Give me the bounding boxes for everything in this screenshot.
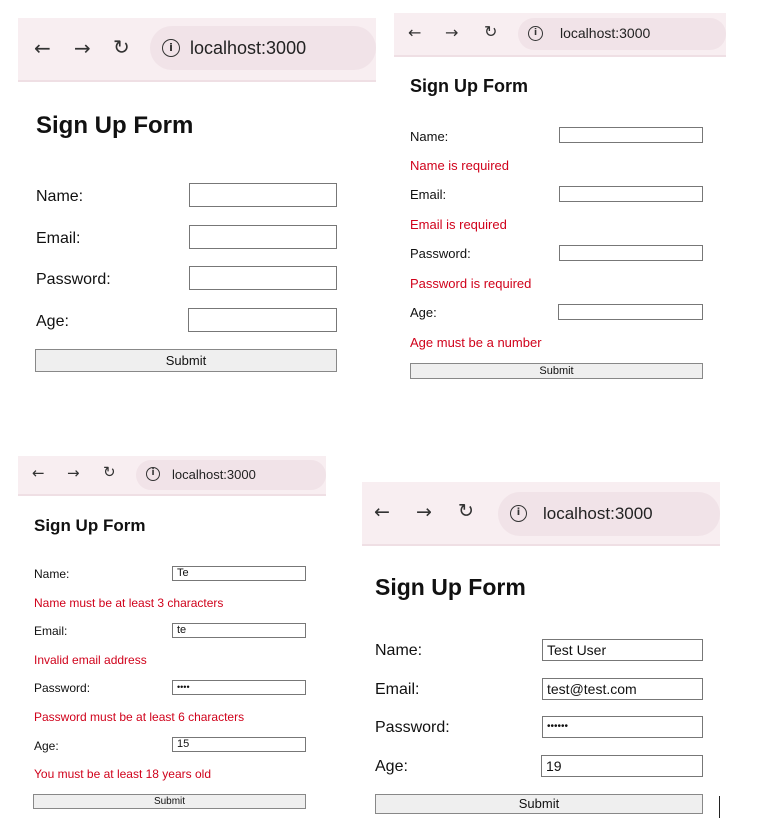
email-input[interactable]: te: [172, 623, 306, 638]
site-info-icon[interactable]: i: [146, 467, 160, 481]
age-label: Age:: [375, 758, 408, 775]
form-title: Sign Up Form: [34, 516, 146, 535]
password-error: Password is required: [410, 276, 532, 291]
site-info-icon[interactable]: i: [510, 505, 527, 522]
submit-button[interactable]: Submit: [35, 349, 337, 372]
name-label: Name:: [410, 129, 449, 144]
forward-arrow-icon[interactable]: →: [67, 464, 80, 482]
password-input[interactable]: ••••••: [542, 716, 703, 738]
browser-toolbar: [18, 18, 376, 82]
email-input[interactable]: [559, 186, 703, 202]
form-panel-empty: [18, 18, 376, 393]
password-label: Password:: [410, 246, 471, 261]
reload-icon[interactable]: ↻: [484, 22, 498, 41]
forward-arrow-icon[interactable]: →: [74, 36, 91, 60]
url-text: localhost:3000: [560, 25, 651, 41]
age-label: Age:: [34, 739, 59, 753]
password-label: Password:: [375, 719, 450, 736]
forward-arrow-icon[interactable]: →: [416, 501, 432, 523]
address-bar[interactable]: [136, 460, 326, 490]
age-input[interactable]: 15: [172, 737, 306, 752]
age-label: Age:: [36, 313, 69, 330]
form-title: Sign Up Form: [410, 76, 528, 96]
reload-icon[interactable]: ↻: [458, 500, 474, 522]
text-cursor: [719, 796, 720, 818]
name-input[interactable]: Te: [172, 566, 306, 581]
name-error: Name must be at least 3 characters: [34, 596, 224, 610]
name-error: Name is required: [410, 158, 509, 173]
form-title: Sign Up Form: [36, 112, 194, 139]
email-label: Email:: [36, 230, 81, 247]
reload-icon[interactable]: ↻: [103, 463, 116, 481]
email-label: Email:: [34, 624, 68, 638]
submit-button[interactable]: Submit: [33, 794, 306, 809]
age-input[interactable]: [188, 308, 337, 332]
name-input[interactable]: [559, 127, 703, 143]
email-label: Email:: [375, 681, 420, 698]
address-bar[interactable]: [498, 492, 720, 536]
email-error: Invalid email address: [34, 653, 147, 667]
password-input[interactable]: [189, 266, 337, 290]
back-arrow-icon[interactable]: ←: [408, 23, 422, 42]
name-label: Name:: [34, 567, 70, 581]
email-input[interactable]: test@test.com: [542, 678, 703, 700]
password-input[interactable]: ••••: [172, 680, 306, 695]
age-label: Age:: [410, 305, 437, 320]
back-arrow-icon[interactable]: ←: [34, 36, 51, 60]
age-error: Age must be a number: [410, 335, 542, 350]
form-panel-required-errors: [394, 13, 726, 385]
email-input[interactable]: [189, 225, 337, 249]
browser-toolbar: [362, 482, 720, 546]
password-error: Password must be at least 6 characters: [34, 710, 245, 724]
address-bar[interactable]: [150, 26, 376, 70]
name-input[interactable]: Test User: [542, 639, 703, 661]
address-bar[interactable]: [518, 18, 726, 50]
name-input[interactable]: [189, 183, 337, 207]
back-arrow-icon[interactable]: ←: [374, 501, 390, 523]
site-info-icon[interactable]: i: [528, 26, 543, 41]
name-label: Name:: [36, 188, 84, 205]
age-input[interactable]: 19: [541, 755, 703, 777]
browser-toolbar: [394, 13, 726, 57]
email-label: Email:: [410, 187, 447, 202]
submit-button[interactable]: Submit: [410, 363, 703, 379]
submit-button[interactable]: Submit: [375, 794, 703, 814]
name-label: Name:: [375, 642, 423, 659]
forward-arrow-icon[interactable]: →: [445, 23, 459, 42]
url-text: localhost:3000: [172, 467, 256, 482]
url-text: localhost:3000: [190, 38, 307, 58]
form-panel-valid: [362, 482, 720, 818]
form-panel-validation-errors: [18, 456, 326, 816]
password-label: Password:: [36, 271, 111, 288]
site-info-icon[interactable]: i: [162, 39, 180, 57]
password-input[interactable]: [559, 245, 703, 261]
age-input[interactable]: [558, 304, 703, 320]
form-title: Sign Up Form: [375, 574, 526, 600]
password-label: Password:: [34, 681, 91, 695]
age-error: You must be at least 18 years old: [34, 767, 211, 781]
email-error: Email is required: [410, 217, 507, 232]
reload-icon[interactable]: ↻: [113, 35, 130, 59]
url-text: localhost:3000: [543, 504, 653, 523]
back-arrow-icon[interactable]: ←: [32, 464, 45, 482]
browser-toolbar: [18, 456, 326, 496]
